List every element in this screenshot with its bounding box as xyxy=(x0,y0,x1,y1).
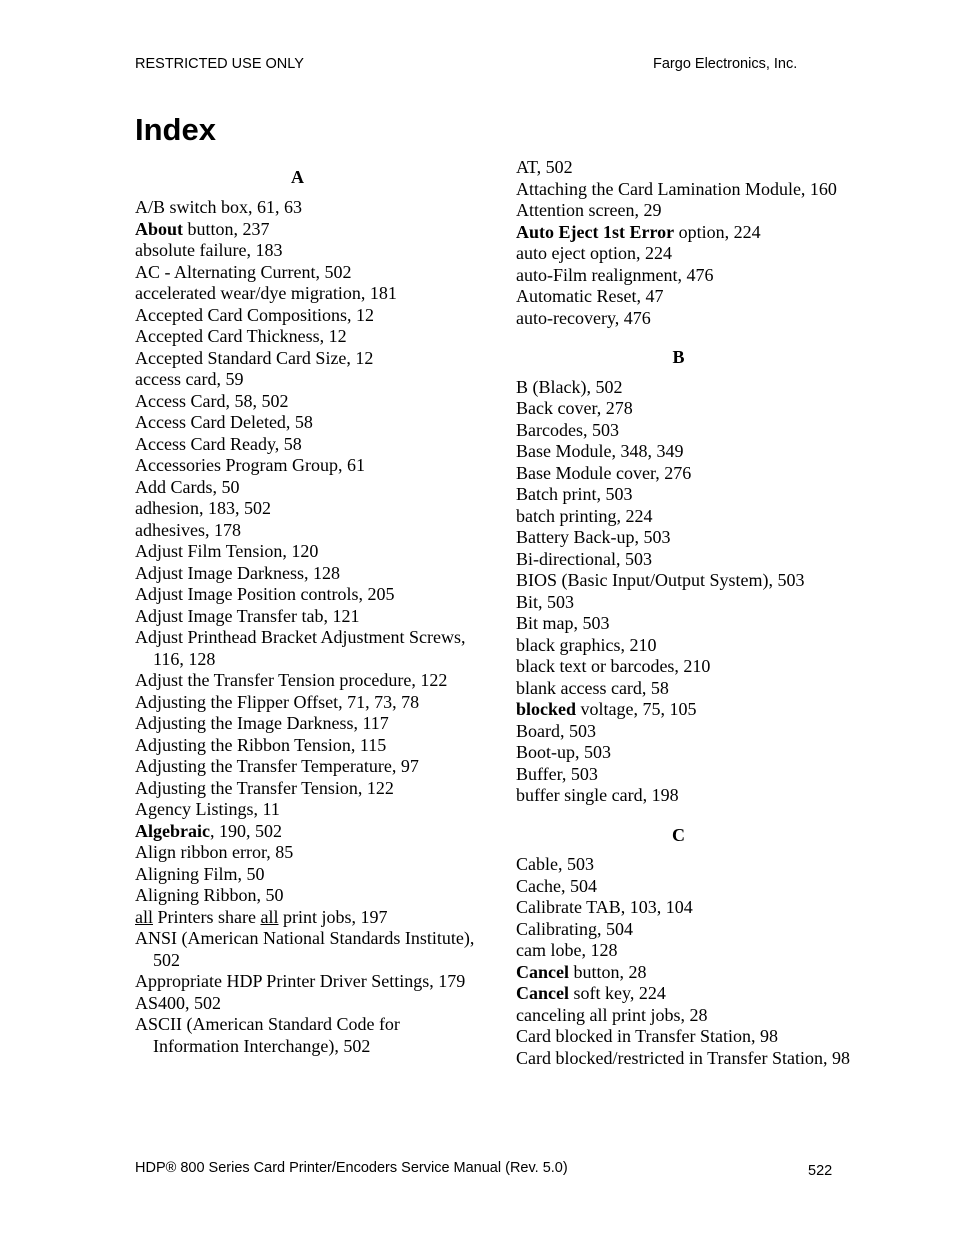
index-entry: Adjust Image Darkness, 128 xyxy=(135,562,340,583)
index-entry: Buffer, 503 xyxy=(516,763,598,784)
index-entry: Adjust Printhead Bracket Adjustment Screws, 116, 128 xyxy=(135,627,466,669)
index-entry: Cancel soft key, 224 xyxy=(516,983,666,1003)
index-entry: black text or barcodes, 210 xyxy=(516,656,711,676)
index-entry: Agency Listings, 11 xyxy=(135,799,280,819)
index-entry: Adjust Image Position controls, 205 xyxy=(135,584,395,604)
index-entry: Cancel button, 28 xyxy=(516,961,647,982)
index-entry: Algebraic, 190, 502 xyxy=(135,820,282,841)
index-entry: black graphics, 210 xyxy=(516,634,657,655)
footer-manual-title: HDP® 800 Series Card Printer/Encoders Service Manual (Rev. 5.0) xyxy=(135,1160,568,1176)
header-company: Fargo Electronics, Inc. xyxy=(653,56,798,72)
index-entry: Access Card Deleted, 58 xyxy=(135,412,313,432)
index-entry: blocked voltage, 75, 105 xyxy=(516,699,697,719)
index-entry: all Printers share all print jobs, 197 xyxy=(135,906,388,927)
index-entry: accelerated wear/dye migration, 181 xyxy=(135,283,397,303)
page-title: Index xyxy=(135,112,216,147)
index-entry: Adjusting the Transfer Temperature, 97 xyxy=(135,756,419,776)
index-entry: B (Black), 502 xyxy=(516,376,623,397)
index-entry: auto eject option, 224 xyxy=(516,243,672,263)
index-entry: Card blocked in Transfer Station, 98 xyxy=(516,1026,778,1046)
index-entry: auto-Film realignment, 476 xyxy=(516,264,714,285)
index-entry: Calibrating, 504 xyxy=(516,918,633,939)
index-entry: Add Cards, 50 xyxy=(135,476,240,497)
index-entry: Adjusting the Ribbon Tension, 115 xyxy=(135,734,387,755)
index-entry: Access Card, 58, 502 xyxy=(135,390,289,411)
index-entry: Board, 503 xyxy=(516,720,596,741)
index-entry: Calibrate TAB, 103, 104 xyxy=(516,897,693,917)
index-entry: adhesives, 178 xyxy=(135,519,241,540)
index-entry: canceling all print jobs, 28 xyxy=(516,1004,708,1025)
index-entry: Align ribbon error, 85 xyxy=(135,842,294,862)
index-entry: AS400, 502 xyxy=(135,992,222,1013)
index-entry: Aligning Film, 50 xyxy=(135,863,265,884)
index-entry: Adjusting the Image Darkness, 117 xyxy=(135,713,389,733)
index-entry: Bi-directional, 503 xyxy=(516,548,652,569)
index-entry: Battery Back-up, 503 xyxy=(516,527,671,547)
index-entry: ASCII (American Standard Code for Information Interchange), 502 xyxy=(135,1014,400,1056)
index-entry: Card blocked/restricted in Transfer Station, 98 xyxy=(516,1047,850,1068)
index-entry: Access Card Ready, 58 xyxy=(135,433,302,454)
underlined-term: all xyxy=(260,906,279,927)
index-entry: Back cover, 278 xyxy=(516,398,633,418)
index-entry: access card, 59 xyxy=(135,369,244,389)
index-entry: Bit map, 503 xyxy=(516,613,610,633)
index-entry: Cache, 504 xyxy=(516,875,597,896)
footer-page-number: 522 xyxy=(808,1163,833,1179)
index-entry: Accepted Standard Card Size, 12 xyxy=(135,347,374,368)
bold-term: blocked xyxy=(516,699,577,719)
index-entry: Adjust the Transfer Tension procedure, 122 xyxy=(135,670,448,690)
index-entry: buffer single card, 198 xyxy=(516,785,679,805)
index-entry: Cable, 503 xyxy=(516,854,594,874)
index-entry: Auto Eject 1st Error option, 224 xyxy=(516,221,761,242)
index-entry: adhesion, 183, 502 xyxy=(135,498,271,518)
letter-heading-c: C xyxy=(672,824,685,845)
index-entry: Adjust Image Transfer tab, 121 xyxy=(135,605,360,626)
index-entry: absolute failure, 183 xyxy=(135,240,283,260)
index-entry: Base Module cover, 276 xyxy=(516,462,692,483)
header-restricted: RESTRICTED USE ONLY xyxy=(135,56,304,72)
index-entry: Accepted Card Thickness, 12 xyxy=(135,326,347,346)
index-entry: Aligning Ribbon, 50 xyxy=(135,885,284,905)
index-entry: auto-recovery, 476 xyxy=(516,307,651,328)
index-entry: Base Module, 348, 349 xyxy=(516,441,684,461)
bold-term: Cancel xyxy=(516,983,569,1003)
index-entry: Batch print, 503 xyxy=(516,484,633,504)
bold-term: Cancel xyxy=(516,961,569,982)
index-entry: Accepted Card Compositions, 12 xyxy=(135,304,374,325)
index-column-left xyxy=(135,167,475,1057)
index-entry: Accessories Program Group, 61 xyxy=(135,455,365,475)
bold-term: Auto Eject 1st Error xyxy=(516,221,675,242)
index-entry: cam lobe, 128 xyxy=(516,940,618,960)
underlined-term: all xyxy=(135,906,153,927)
index-entry: AT, 502 xyxy=(516,157,573,177)
index-entry: Attention screen, 29 xyxy=(516,200,662,220)
index-entry: Attaching the Card Lamination Module, 160 xyxy=(516,178,837,199)
index-column-right xyxy=(516,157,861,1069)
index-entry: ANSI (American National Standards Institute), 502 xyxy=(135,928,475,970)
index-entry: Adjusting the Transfer Tension, 122 xyxy=(135,777,394,798)
index-entry: About button, 237 xyxy=(135,218,270,239)
index-entry: BIOS (Basic Input/Output System), 503 xyxy=(516,570,805,590)
index-entry: Bit, 503 xyxy=(516,591,575,612)
index-entry: Adjust Film Tension, 120 xyxy=(135,541,319,561)
index-entry: Adjusting the Flipper Offset, 71, 73, 78 xyxy=(135,691,420,712)
bold-term: Algebraic xyxy=(135,820,210,841)
index-entry: A/B switch box, 61, 63 xyxy=(135,197,303,217)
index-entry: batch printing, 224 xyxy=(516,505,653,526)
letter-heading-a: A xyxy=(291,167,304,187)
index-entry: Boot-up, 503 xyxy=(516,742,612,762)
index-entry: Barcodes, 503 xyxy=(516,419,619,440)
index-entry: blank access card, 58 xyxy=(516,677,669,698)
index-entry: Appropriate HDP Printer Driver Settings, 179 xyxy=(135,971,466,991)
letter-heading-b: B xyxy=(672,347,685,367)
index-entry: AC - Alternating Current, 502 xyxy=(135,261,352,282)
bold-term: About xyxy=(135,218,184,239)
index-entry: Automatic Reset, 47 xyxy=(516,286,664,306)
